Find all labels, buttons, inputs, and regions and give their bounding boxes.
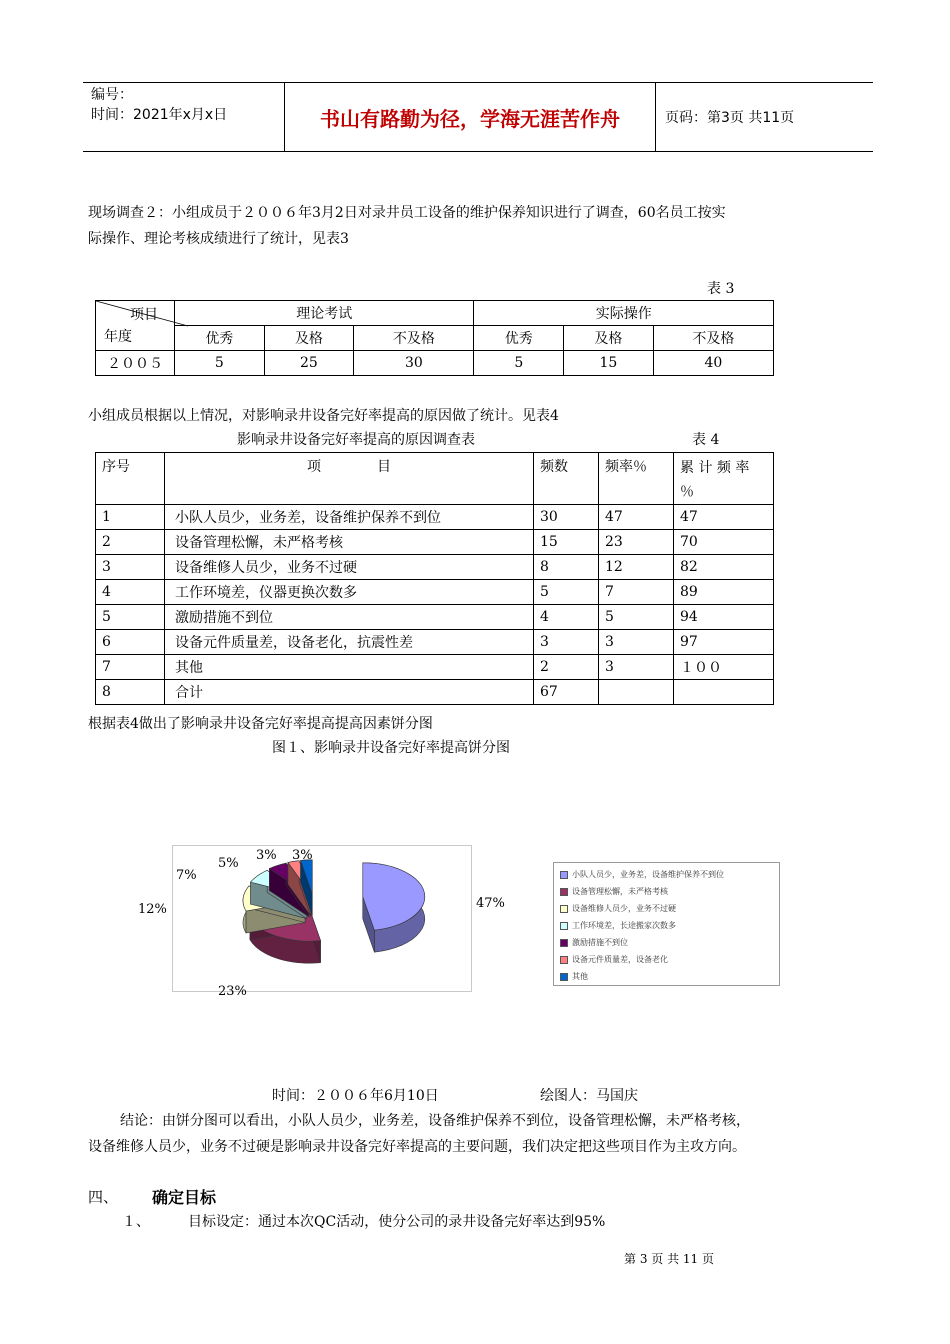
legend-swatch — [560, 905, 568, 913]
table4-cell: 82 — [674, 555, 774, 580]
table4-cell: 激励措施不到位 — [165, 605, 534, 630]
table4-row — [96, 555, 774, 580]
corner-item: 项目 — [130, 307, 158, 323]
para-3: 根据表4做出了影响录井设备完好率提高提高因素饼分图 — [88, 716, 433, 732]
table4-header-rate: 频率％ — [599, 453, 674, 505]
table4-cell: 5 — [96, 605, 165, 630]
chart-time: 时间：２００６年6月10日 — [272, 1088, 439, 1104]
table4-cell: １００ — [674, 655, 774, 680]
legend-label: 设备元件质量差，设备老化 — [572, 955, 668, 964]
legend-label: 激励措施不到位 — [572, 938, 628, 947]
table3-sub: 优秀 — [474, 326, 564, 351]
legend-item — [560, 886, 668, 897]
table3-cell: 25 — [264, 351, 354, 376]
table3-sub: 及格 — [564, 326, 654, 351]
table3-corner — [96, 301, 175, 351]
table4-cell: 70 — [674, 530, 774, 555]
table4-cell: 3 — [599, 655, 674, 680]
table4-row — [96, 630, 774, 655]
table4-cell: 3 — [599, 630, 674, 655]
table4-cell: 5 — [534, 580, 599, 605]
legend-swatch — [560, 871, 568, 879]
table4-header-no: 序号 — [96, 453, 165, 505]
table4-header-cum: 累 计 频 率 ％ — [674, 453, 774, 505]
chart-author: 绘图人：马国庆 — [540, 1088, 638, 1104]
table3-sub: 及格 — [264, 326, 354, 351]
table4-cell: 8 — [534, 555, 599, 580]
table4-cell: 其他 — [165, 655, 534, 680]
table4-cell: 47 — [674, 505, 774, 530]
pie-chart-frame — [172, 845, 472, 992]
table3-group-practice: 实际操作 — [474, 301, 774, 326]
legend-label: 小队人员少，业务差，设备维护保养不到位 — [572, 870, 724, 879]
pie-slice — [363, 863, 425, 952]
table4-cell: 97 — [674, 630, 774, 655]
para-2: 小组成员根据以上情况，对影响录井设备完好率提高的原因做了统计。见表4 — [88, 408, 559, 424]
legend-swatch — [560, 922, 568, 930]
number-label: 编号： — [91, 87, 133, 103]
table4-cell: 23 — [599, 530, 674, 555]
table4-cell: 2 — [534, 655, 599, 680]
table4-cell: 合计 — [165, 680, 534, 705]
chart-legend — [553, 862, 780, 986]
table4-cell: 5 — [599, 605, 674, 630]
header-page-info: 页码：第3页 共11页 — [665, 110, 795, 126]
table4-body — [96, 505, 774, 705]
page-header — [83, 82, 873, 152]
table3-group-theory: 理论考试 — [175, 301, 474, 326]
table3-year: ２００５ — [96, 351, 175, 376]
table4-cell: 工作环境差，仪器更换次数多 — [165, 580, 534, 605]
table3-sub: 优秀 — [175, 326, 265, 351]
legend-swatch — [560, 973, 568, 981]
pie-label: 47% — [476, 896, 505, 911]
table4-cell: 8 — [96, 680, 165, 705]
section4-item-number: １、 — [122, 1214, 150, 1230]
table4-cell: 12 — [599, 555, 674, 580]
table4-cell: 设备管理松懈，未严格考核 — [165, 530, 534, 555]
table4-cell: 小队人员少，业务差，设备维护保养不到位 — [165, 505, 534, 530]
legend-item — [560, 954, 668, 965]
corner-year: 年度 — [104, 329, 132, 345]
header-motto: 书山有路勤为径，学海无涯苦作舟 — [284, 83, 656, 151]
pie-label: 7% — [176, 868, 197, 883]
table4-cell: 设备元件质量差，设备老化，抗震性差 — [165, 630, 534, 655]
figure-caption: 图１、影响录井设备完好率提高饼分图 — [272, 740, 510, 756]
time-label: 时间：2021年x月x日 — [91, 107, 228, 123]
legend-item — [560, 869, 724, 880]
pie-label: 5% — [218, 856, 239, 871]
legend-label: 设备维修人员少，业务不过硬 — [572, 904, 676, 913]
table3-sub: 不及格 — [653, 326, 773, 351]
table3-cell: 5 — [474, 351, 564, 376]
table4-row — [96, 580, 774, 605]
legend-item — [560, 971, 588, 982]
table4 — [95, 452, 774, 705]
table4-row — [96, 655, 774, 680]
table4-cell: 4 — [534, 605, 599, 630]
legend-swatch — [560, 939, 568, 947]
table4-header-item: 项 目 — [165, 453, 534, 505]
table4-cell: 30 — [534, 505, 599, 530]
table4-cell: 15 — [534, 530, 599, 555]
legend-label: 工作环境差，长途搬家次数多 — [572, 921, 676, 930]
section4-title: 确定目标 — [152, 1188, 217, 1207]
table4-cell: 设备维修人员少，业务不过硬 — [165, 555, 534, 580]
table3 — [95, 300, 774, 376]
survey-line-1: 现场调查２：小组成员于２００６年3月2日对录井员工设备的维护保养知识进行了调查，60名员工按实 — [88, 205, 726, 221]
table3-cell: 40 — [653, 351, 773, 376]
table3-sub: 不及格 — [354, 326, 474, 351]
table4-cell: 2 — [96, 530, 165, 555]
table4-cell: 89 — [674, 580, 774, 605]
legend-label: 其他 — [572, 972, 588, 981]
legend-item — [560, 937, 628, 948]
table4-cell: 6 — [96, 630, 165, 655]
conclusion-line-1: 结论：由饼分图可以看出，小队人员少，业务差，设备维护保养不到位，设备管理松懈，未严格考核， — [120, 1113, 750, 1129]
table3-caption: 表 3 — [707, 281, 735, 297]
legend-label: 设备管理松懈，未严格考核 — [572, 887, 668, 896]
table4-row — [96, 605, 774, 630]
table4-cell — [674, 680, 774, 705]
table3-cell: 15 — [564, 351, 654, 376]
table4-row — [96, 530, 774, 555]
section4-number: 四、 — [88, 1188, 119, 1206]
table4-row — [96, 680, 774, 705]
table4-row — [96, 505, 774, 530]
table4-cell: 3 — [534, 630, 599, 655]
table4-cell — [599, 680, 674, 705]
table4-title: 影响录井设备完好率提高的原因调查表 — [237, 432, 475, 448]
table4-cell: 1 — [96, 505, 165, 530]
table3-cell: 5 — [175, 351, 265, 376]
table4-cell: 47 — [599, 505, 674, 530]
legend-swatch — [560, 956, 568, 964]
legend-item — [560, 920, 676, 931]
table4-cell: 67 — [534, 680, 599, 705]
pie-label: 12% — [138, 902, 167, 917]
pie-label: 23% — [218, 984, 247, 999]
conclusion-line-2: 设备维修人员少，业务不过硬是影响录井设备完好率提高的主要问题，我们决定把这些项目作为主攻方向。 — [88, 1139, 746, 1155]
legend-swatch — [560, 888, 568, 896]
table4-cell: 7 — [599, 580, 674, 605]
legend-item — [560, 903, 676, 914]
table4-caption: 表 4 — [692, 432, 720, 448]
section4-item-text: 目标设定：通过本次QC活动，使分公司的录井设备完好率达到95% — [188, 1214, 606, 1230]
survey-paragraph — [88, 200, 878, 252]
pie-label: 3% — [292, 848, 313, 863]
pie-label: 3% — [256, 848, 277, 863]
table4-cell: 7 — [96, 655, 165, 680]
table3-cell: 30 — [354, 351, 474, 376]
table4-cell: 4 — [96, 580, 165, 605]
header-left — [91, 85, 287, 125]
table4-cell: 94 — [674, 605, 774, 630]
table4-cell: 3 — [96, 555, 165, 580]
survey-line-2: 际操作、理论考核成绩进行了统计，见表3 — [88, 231, 349, 247]
page-footer: 第 3 页 共 11 页 — [624, 1252, 714, 1266]
table4-header-freq: 频数 — [534, 453, 599, 505]
